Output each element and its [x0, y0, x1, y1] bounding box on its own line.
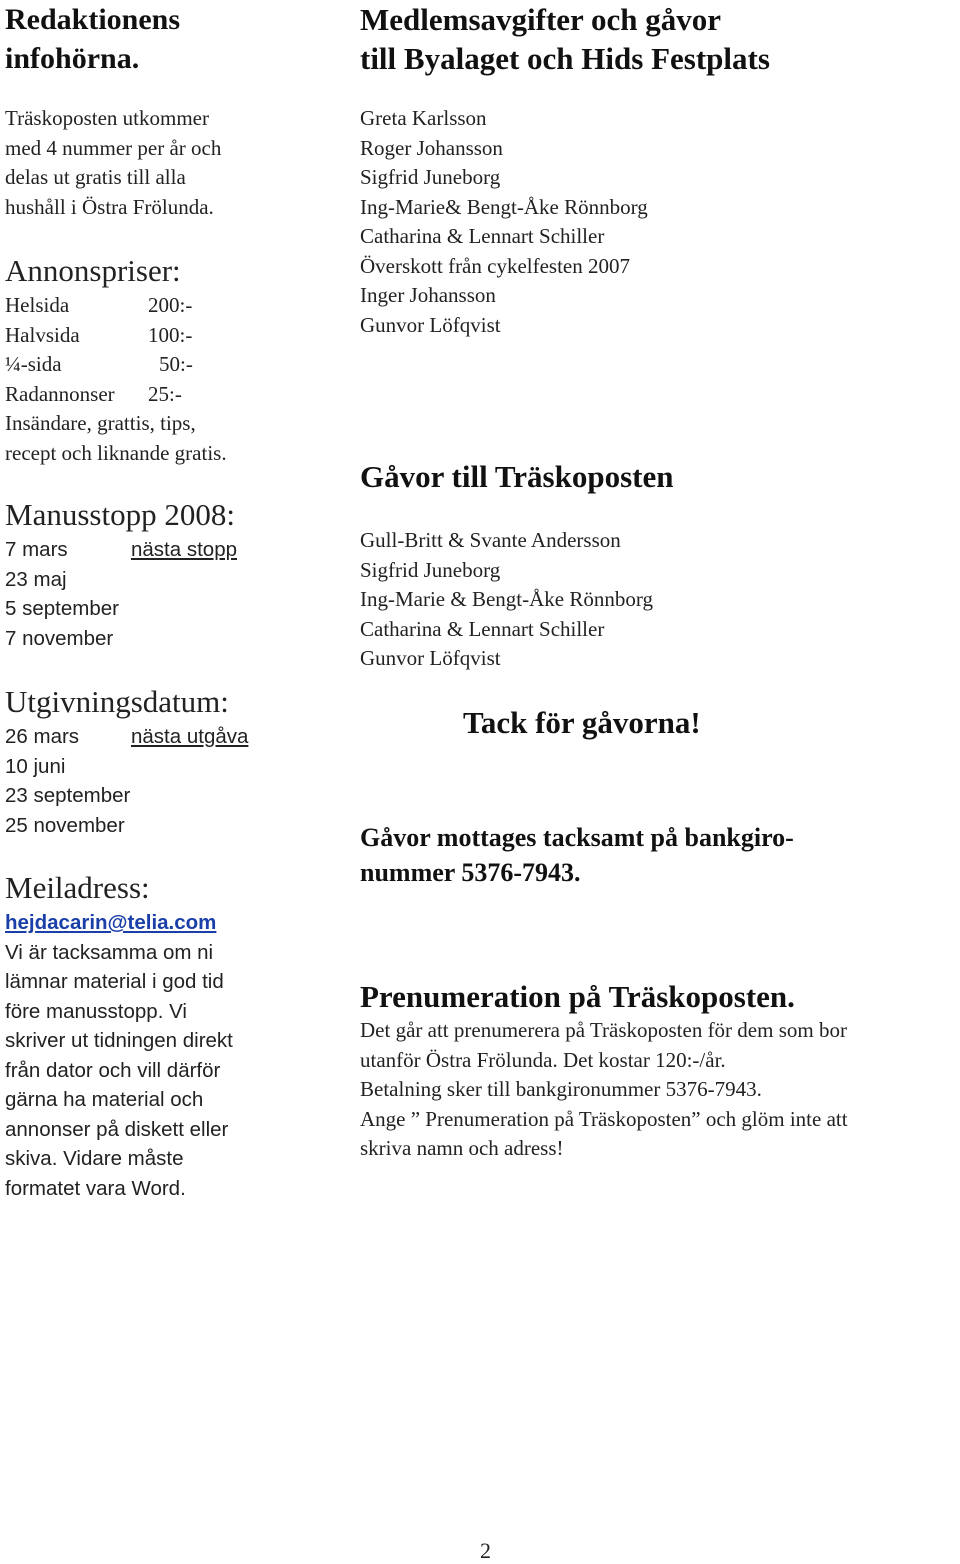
ad-label: Radannonser: [5, 381, 115, 406]
gifts-heading-wrap: [360, 457, 673, 496]
subscription-line: Det går att prenumerera på Träskoposten för dem som bor: [360, 1018, 847, 1042]
subscription-text: [360, 1016, 960, 1164]
intro-line: Träskoposten utkommer: [5, 106, 209, 130]
ad-price-row: [5, 321, 227, 351]
mail-heading: Meiladress:: [5, 870, 150, 905]
email-link[interactable]: hejdacarin@telia.com: [5, 911, 217, 934]
subscription-line: Betalning sker till bankgironummer 5376-7943.: [360, 1077, 762, 1101]
release-heading: Utgivningsdatum:: [5, 684, 229, 719]
release-note: nästa utgåva: [131, 725, 249, 748]
mail-text-line: annonser på diskett eller: [5, 1117, 229, 1141]
ads-heading: Annonspriser:: [5, 253, 181, 288]
deadline-date: 23 maj: [5, 567, 67, 591]
fees-heading-line1: Medlemsavgifter och gåvor: [360, 2, 721, 37]
gifts-name: Gull-Britt & Svante Andersson: [360, 528, 621, 552]
ad-price-row: [5, 380, 227, 410]
ad-price: 100:-: [148, 322, 193, 347]
release-section: [5, 684, 248, 840]
gifts-name: Gunvor Löfqvist: [360, 646, 501, 670]
mail-text-line: gärna ha material och: [5, 1088, 204, 1111]
page-number: 2: [480, 1538, 491, 1563]
deadline-section: [5, 497, 237, 653]
fees-name: Catharina & Lennart Schiller: [360, 224, 605, 248]
mail-text-line: före manusstopp. Vi: [5, 999, 187, 1023]
intro-line: delas ut gratis till alla: [5, 165, 186, 189]
mail-text-line: lämnar material i god tid: [5, 970, 224, 993]
left-title-line2: infohörna.: [5, 42, 140, 75]
ad-price: 50:-: [159, 352, 193, 376]
thanks-text: Tack för gåvorna!: [463, 705, 701, 740]
release-date: 26 mars: [5, 725, 80, 748]
fees-name: Roger Johansson: [360, 135, 503, 160]
mail-text-line: från dator och vill därför: [5, 1058, 221, 1082]
bank-line: Gåvor mottages tacksamt på bankgiro-: [360, 823, 794, 852]
ad-label: Halvsida: [5, 322, 80, 347]
mail-text-line: skiva. Vidare måste: [5, 1147, 184, 1170]
subscription-line: Ange ” Prenumeration på Träskoposten” och glöm inte att: [360, 1106, 848, 1131]
fees-name: Överskott från cykelfesten 2007: [360, 253, 630, 278]
ad-price: 200:-: [148, 293, 193, 317]
fees-name: Gunvor Löfqvist: [360, 312, 501, 337]
gifts-name: Catharina & Lennart Schiller: [360, 616, 605, 641]
intro-line: hushåll i Östra Frölunda.: [5, 194, 214, 219]
fees-name: Greta Karlsson: [360, 106, 487, 130]
mail-text-line: formatet vara Word.: [5, 1176, 186, 1200]
deadline-first-row: [5, 535, 237, 565]
gifts-heading: Gåvor till Träskoposten: [360, 459, 674, 494]
deadline-note: nästa stopp: [131, 538, 237, 561]
left-title: [5, 0, 180, 78]
bank-info: [360, 820, 794, 890]
deadline-date: 7 november: [5, 626, 114, 650]
subscription-heading: Prenumeration på Träskoposten.: [360, 979, 795, 1014]
subscription-line: skriva namn och adress!: [360, 1136, 564, 1160]
fees-name: Ing-Marie& Bengt-Åke Rönnborg: [360, 194, 648, 219]
ad-price-row: [5, 350, 227, 380]
fees-name: Sigfrid Juneborg: [360, 165, 501, 189]
ad-price-row: [5, 291, 227, 321]
intro-line: med 4 nummer per år och: [5, 135, 222, 160]
subscription-line: utanför Östra Frölunda. Det kostar 120:-/år.: [360, 1047, 726, 1072]
mail-section: [5, 870, 233, 1203]
deadline-date: 7 mars: [5, 538, 68, 561]
ads-section: [5, 253, 227, 468]
thanks-wrap: [463, 703, 701, 742]
ads-note: recept och liknande gratis.: [5, 440, 227, 465]
mail-text-line: Vi är tacksamma om ni: [5, 940, 214, 964]
gifts-name: Sigfrid Juneborg: [360, 557, 501, 582]
deadline-date: 5 september: [5, 597, 119, 620]
gifts-list: [360, 526, 653, 674]
ad-label: Helsida: [5, 293, 70, 317]
release-date: 25 november: [5, 813, 125, 837]
deadline-heading: Manusstopp 2008:: [5, 497, 235, 532]
fees-heading-line2: till Byalaget och Hids Festplats: [360, 41, 770, 76]
fees-list: [360, 104, 648, 340]
subscription-heading-wrap: [360, 977, 795, 1016]
mail-text-line: skriver ut tidningen direkt: [5, 1029, 233, 1052]
ad-label: ¼-sida: [5, 352, 62, 376]
ads-note: Insändare, grattis, tips,: [5, 411, 196, 435]
left-title-line1: Redaktionens: [5, 3, 181, 36]
gifts-name: Ing-Marie & Bengt-Åke Rönnborg: [360, 587, 653, 611]
release-date: 10 juni: [5, 754, 66, 778]
fees-heading: [360, 0, 770, 78]
fees-name: Inger Johansson: [360, 283, 496, 307]
ad-price: 25:-: [148, 381, 182, 406]
release-date: 23 september: [5, 784, 131, 807]
bank-line: nummer 5376-7943.: [360, 858, 581, 887]
release-first-row: [5, 722, 248, 752]
intro-text: [5, 104, 221, 222]
